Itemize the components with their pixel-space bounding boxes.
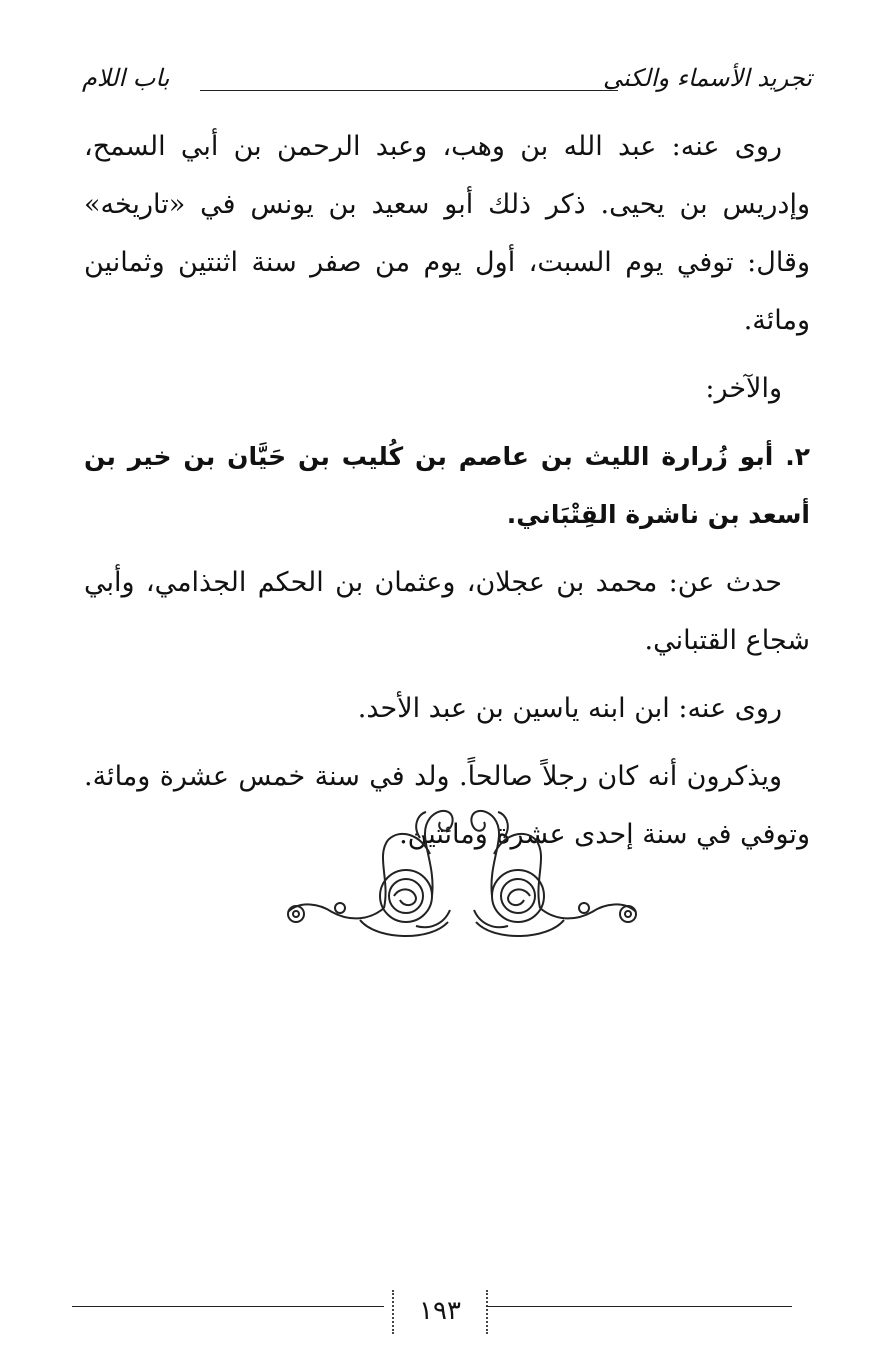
chapter-title: باب اللام <box>82 64 170 92</box>
header-rule <box>200 90 618 91</box>
book-title: تجريد الأسماء والكنى <box>603 64 812 92</box>
page-number-box <box>392 1290 488 1334</box>
floral-ornament <box>280 800 644 950</box>
footer-rule-right <box>486 1306 792 1307</box>
paragraph-biography: ويذكرون أنه كان رجلاً صالحاً. ولد في سنة خمس عشرة ومائة. وتوفي في سنة إحدى عشرة ومائتين. <box>84 761 810 850</box>
ornament-left-half <box>288 811 453 936</box>
page-body <box>84 118 810 874</box>
paragraph-narrators: روى عنه: عبد الله بن وهب، وعبد الرحمن بن أبي السمح، وإدريس بن يحيى. ذكر ذلك أبو سعيد بن يونس في «تاريخه» وقال: توفي يوم السبت، أول يوم من صفر سنة اثنتين وثمانين ومائة. <box>84 131 810 336</box>
page-number: ١٩٣ <box>419 1296 461 1326</box>
paragraph-narrated-from: حدث عن: محمد بن عجلان، وعثمان بن الحكم الجذامي، وأبي شجاع القتباني. <box>84 567 810 656</box>
running-head <box>82 64 812 104</box>
entry-heading: ٢. أبو زُرارة الليث بن عاصم بن كُليب بن حَيَّان بن خير بن أسعد بن ناشرة القِتْبَاني. <box>84 442 810 529</box>
paragraph-narrated-by: روى عنه: ابن ابنه ياسين بن عبد الأحد. <box>357 693 782 724</box>
ornament-right-half <box>471 811 636 936</box>
paragraph-the-other: والآخر: <box>705 373 782 404</box>
footer-rule-left <box>72 1306 384 1307</box>
